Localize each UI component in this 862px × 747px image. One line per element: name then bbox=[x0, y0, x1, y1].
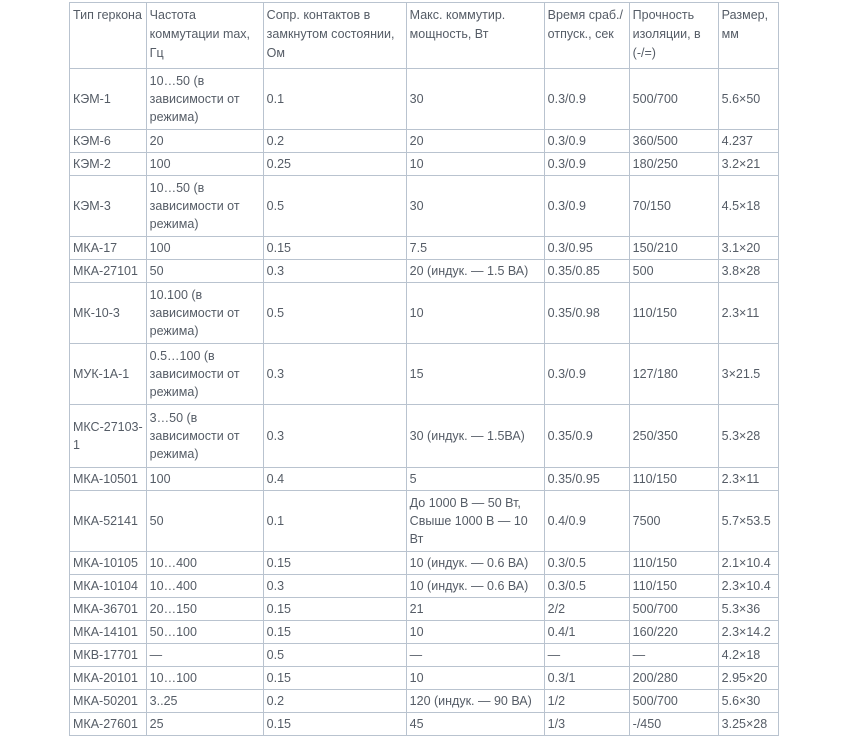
cell-type: МКА-50201 bbox=[70, 690, 147, 713]
cell-frequency: 20…150 bbox=[146, 598, 263, 621]
table-row bbox=[70, 176, 779, 237]
cell-insulation: 360/500 bbox=[629, 130, 718, 153]
cell-time: 0.3/0.9 bbox=[544, 130, 629, 153]
table-row bbox=[70, 260, 779, 283]
cell-insulation: 127/180 bbox=[629, 344, 718, 405]
cell-type: МКА-10104 bbox=[70, 575, 147, 598]
cell-resistance: 0.5 bbox=[263, 283, 406, 344]
cell-resistance: 0.1 bbox=[263, 69, 406, 130]
cell-type: МКА-36701 bbox=[70, 598, 147, 621]
cell-size: 3.2×21 bbox=[718, 153, 778, 176]
cell-power: 10 bbox=[406, 621, 544, 644]
cell-time: 0.3/0.9 bbox=[544, 69, 629, 130]
cell-type: МКА-27601 bbox=[70, 713, 147, 736]
cell-frequency: 10…100 bbox=[146, 667, 263, 690]
table-row bbox=[70, 621, 779, 644]
cell-resistance: 0.1 bbox=[263, 491, 406, 552]
table-row bbox=[70, 575, 779, 598]
table-row bbox=[70, 552, 779, 575]
cell-time: 0.35/0.9 bbox=[544, 405, 629, 468]
table-row bbox=[70, 405, 779, 468]
cell-power: 30 bbox=[406, 69, 544, 130]
cell-resistance: 0.25 bbox=[263, 153, 406, 176]
cell-frequency: 100 bbox=[146, 237, 263, 260]
cell-insulation: 7500 bbox=[629, 491, 718, 552]
cell-resistance: 0.15 bbox=[263, 552, 406, 575]
cell-time: 0.3/1 bbox=[544, 667, 629, 690]
cell-time: 1/2 bbox=[544, 690, 629, 713]
cell-resistance: 0.3 bbox=[263, 405, 406, 468]
cell-time: 2/2 bbox=[544, 598, 629, 621]
cell-frequency: 25 bbox=[146, 713, 263, 736]
table-row bbox=[70, 644, 779, 667]
cell-resistance: 0.4 bbox=[263, 468, 406, 491]
cell-type: МКС-27103-1 bbox=[70, 405, 147, 468]
cell-insulation: 500/700 bbox=[629, 690, 718, 713]
cell-size: 2.3×14.2 bbox=[718, 621, 778, 644]
cell-frequency: 50…100 bbox=[146, 621, 263, 644]
cell-frequency: 10…400 bbox=[146, 552, 263, 575]
cell-power: 20 (индук. — 1.5 ВА) bbox=[406, 260, 544, 283]
cell-resistance: 0.3 bbox=[263, 260, 406, 283]
cell-insulation: 250/350 bbox=[629, 405, 718, 468]
cell-type: МК-10-3 bbox=[70, 283, 147, 344]
cell-insulation: 150/210 bbox=[629, 237, 718, 260]
cell-time: — bbox=[544, 644, 629, 667]
cell-frequency: 3..25 bbox=[146, 690, 263, 713]
cell-frequency: 10…400 bbox=[146, 575, 263, 598]
cell-power: 10 (индук. — 0.6 ВА) bbox=[406, 552, 544, 575]
cell-resistance: 0.15 bbox=[263, 713, 406, 736]
cell-time: 0.35/0.95 bbox=[544, 468, 629, 491]
table-row bbox=[70, 344, 779, 405]
cell-insulation: 110/150 bbox=[629, 283, 718, 344]
cell-size: 2.3×11 bbox=[718, 283, 778, 344]
cell-time: 0.35/0.98 bbox=[544, 283, 629, 344]
reed-switch-table-container bbox=[69, 2, 779, 736]
cell-resistance: 0.2 bbox=[263, 130, 406, 153]
cell-power: 10 bbox=[406, 153, 544, 176]
cell-insulation: — bbox=[629, 644, 718, 667]
header-size: Размер, мм bbox=[718, 3, 778, 69]
cell-insulation: 180/250 bbox=[629, 153, 718, 176]
cell-resistance: 0.3 bbox=[263, 344, 406, 405]
cell-resistance: 0.5 bbox=[263, 176, 406, 237]
cell-size: 5.6×50 bbox=[718, 69, 778, 130]
cell-power: 7.5 bbox=[406, 237, 544, 260]
cell-power: 10 bbox=[406, 283, 544, 344]
cell-time: 0.4/1 bbox=[544, 621, 629, 644]
table-header-row bbox=[70, 3, 779, 69]
cell-resistance: 0.15 bbox=[263, 667, 406, 690]
cell-frequency: 0.5…100 (в зависимости от режима) bbox=[146, 344, 263, 405]
cell-resistance: 0.15 bbox=[263, 237, 406, 260]
cell-time: 0.4/0.9 bbox=[544, 491, 629, 552]
cell-size: 2.95×20 bbox=[718, 667, 778, 690]
cell-frequency: 50 bbox=[146, 491, 263, 552]
table-row bbox=[70, 283, 779, 344]
cell-frequency: 10…50 (в зависимости от режима) bbox=[146, 176, 263, 237]
reed-switch-table bbox=[69, 2, 779, 736]
cell-type: МКА-20101 bbox=[70, 667, 147, 690]
cell-time: 0.3/0.9 bbox=[544, 344, 629, 405]
cell-size: 5.3×28 bbox=[718, 405, 778, 468]
cell-insulation: 500 bbox=[629, 260, 718, 283]
table-row bbox=[70, 667, 779, 690]
cell-type: МКА-10501 bbox=[70, 468, 147, 491]
cell-insulation: 200/280 bbox=[629, 667, 718, 690]
cell-type: МКА-10105 bbox=[70, 552, 147, 575]
cell-type: МКА-14101 bbox=[70, 621, 147, 644]
cell-time: 0.3/0.9 bbox=[544, 176, 629, 237]
cell-power: 5 bbox=[406, 468, 544, 491]
cell-resistance: 0.2 bbox=[263, 690, 406, 713]
cell-power: 120 (индук. — 90 ВА) bbox=[406, 690, 544, 713]
cell-insulation: 500/700 bbox=[629, 69, 718, 130]
cell-size: 4.2×18 bbox=[718, 644, 778, 667]
cell-frequency: 100 bbox=[146, 468, 263, 491]
cell-size: 3.8×28 bbox=[718, 260, 778, 283]
cell-type: КЭМ-1 bbox=[70, 69, 147, 130]
cell-power: 30 bbox=[406, 176, 544, 237]
cell-frequency: 10.100 (в зависимости от режима) bbox=[146, 283, 263, 344]
cell-type: МУК-1А-1 bbox=[70, 344, 147, 405]
table-row bbox=[70, 237, 779, 260]
cell-insulation: 500/700 bbox=[629, 598, 718, 621]
cell-time: 0.3/0.5 bbox=[544, 575, 629, 598]
table-row bbox=[70, 130, 779, 153]
header-time: Время сраб./ отпуск., сек bbox=[544, 3, 629, 69]
cell-power: 15 bbox=[406, 344, 544, 405]
cell-power: 30 (индук. — 1.5ВА) bbox=[406, 405, 544, 468]
cell-time: 0.3/0.5 bbox=[544, 552, 629, 575]
cell-power: До 1000 В — 50 Вт, Свыше 1000 В — 10 Вт bbox=[406, 491, 544, 552]
cell-time: 0.3/0.9 bbox=[544, 153, 629, 176]
cell-type: КЭМ-3 bbox=[70, 176, 147, 237]
cell-power: 20 bbox=[406, 130, 544, 153]
cell-insulation: 110/150 bbox=[629, 575, 718, 598]
cell-time: 1/3 bbox=[544, 713, 629, 736]
cell-power: 21 bbox=[406, 598, 544, 621]
cell-resistance: 0.5 bbox=[263, 644, 406, 667]
cell-insulation: -/450 bbox=[629, 713, 718, 736]
table-row bbox=[70, 468, 779, 491]
cell-size: 5.7×53.5 bbox=[718, 491, 778, 552]
cell-size: 3.25×28 bbox=[718, 713, 778, 736]
cell-time: 0.3/0.95 bbox=[544, 237, 629, 260]
cell-size: 2.1×10.4 bbox=[718, 552, 778, 575]
table-row bbox=[70, 690, 779, 713]
cell-resistance: 0.3 bbox=[263, 575, 406, 598]
cell-resistance: 0.15 bbox=[263, 621, 406, 644]
cell-size: 2.3×10.4 bbox=[718, 575, 778, 598]
cell-frequency: 20 bbox=[146, 130, 263, 153]
table-row bbox=[70, 713, 779, 736]
cell-resistance: 0.15 bbox=[263, 598, 406, 621]
cell-size: 4.237 bbox=[718, 130, 778, 153]
header-resistance: Сопр. контактов в замкнутом состоянии, Ом bbox=[263, 3, 406, 69]
cell-size: 3.1×20 bbox=[718, 237, 778, 260]
cell-insulation: 110/150 bbox=[629, 468, 718, 491]
cell-type: МКА-27101 bbox=[70, 260, 147, 283]
cell-power: 10 (индук. — 0.6 ВА) bbox=[406, 575, 544, 598]
cell-size: 3×21.5 bbox=[718, 344, 778, 405]
table-row bbox=[70, 69, 779, 130]
table-row bbox=[70, 491, 779, 552]
cell-size: 4.5×18 bbox=[718, 176, 778, 237]
header-type: Тип геркона bbox=[70, 3, 147, 69]
cell-insulation: 160/220 bbox=[629, 621, 718, 644]
cell-frequency: — bbox=[146, 644, 263, 667]
cell-insulation: 110/150 bbox=[629, 552, 718, 575]
cell-insulation: 70/150 bbox=[629, 176, 718, 237]
cell-frequency: 50 bbox=[146, 260, 263, 283]
cell-frequency: 3…50 (в зависимости от режима) bbox=[146, 405, 263, 468]
cell-frequency: 100 bbox=[146, 153, 263, 176]
cell-type: КЭМ-6 bbox=[70, 130, 147, 153]
cell-type: МКА-17 bbox=[70, 237, 147, 260]
table-body bbox=[70, 69, 779, 736]
cell-size: 2.3×11 bbox=[718, 468, 778, 491]
cell-frequency: 10…50 (в зависимости от режима) bbox=[146, 69, 263, 130]
header-power: Макс. коммутир. мощность, Вт bbox=[406, 3, 544, 69]
cell-size: 5.6×30 bbox=[718, 690, 778, 713]
cell-power: 45 bbox=[406, 713, 544, 736]
header-frequency: Частота коммутации max, Гц bbox=[146, 3, 263, 69]
cell-size: 5.3×36 bbox=[718, 598, 778, 621]
cell-power: — bbox=[406, 644, 544, 667]
cell-power: 10 bbox=[406, 667, 544, 690]
cell-type: МКВ-17701 bbox=[70, 644, 147, 667]
cell-type: КЭМ-2 bbox=[70, 153, 147, 176]
cell-type: МКА-52141 bbox=[70, 491, 147, 552]
table-row bbox=[70, 153, 779, 176]
header-insulation: Прочность изоляции, в (-/=) bbox=[629, 3, 718, 69]
table-row bbox=[70, 598, 779, 621]
cell-time: 0.35/0.85 bbox=[544, 260, 629, 283]
